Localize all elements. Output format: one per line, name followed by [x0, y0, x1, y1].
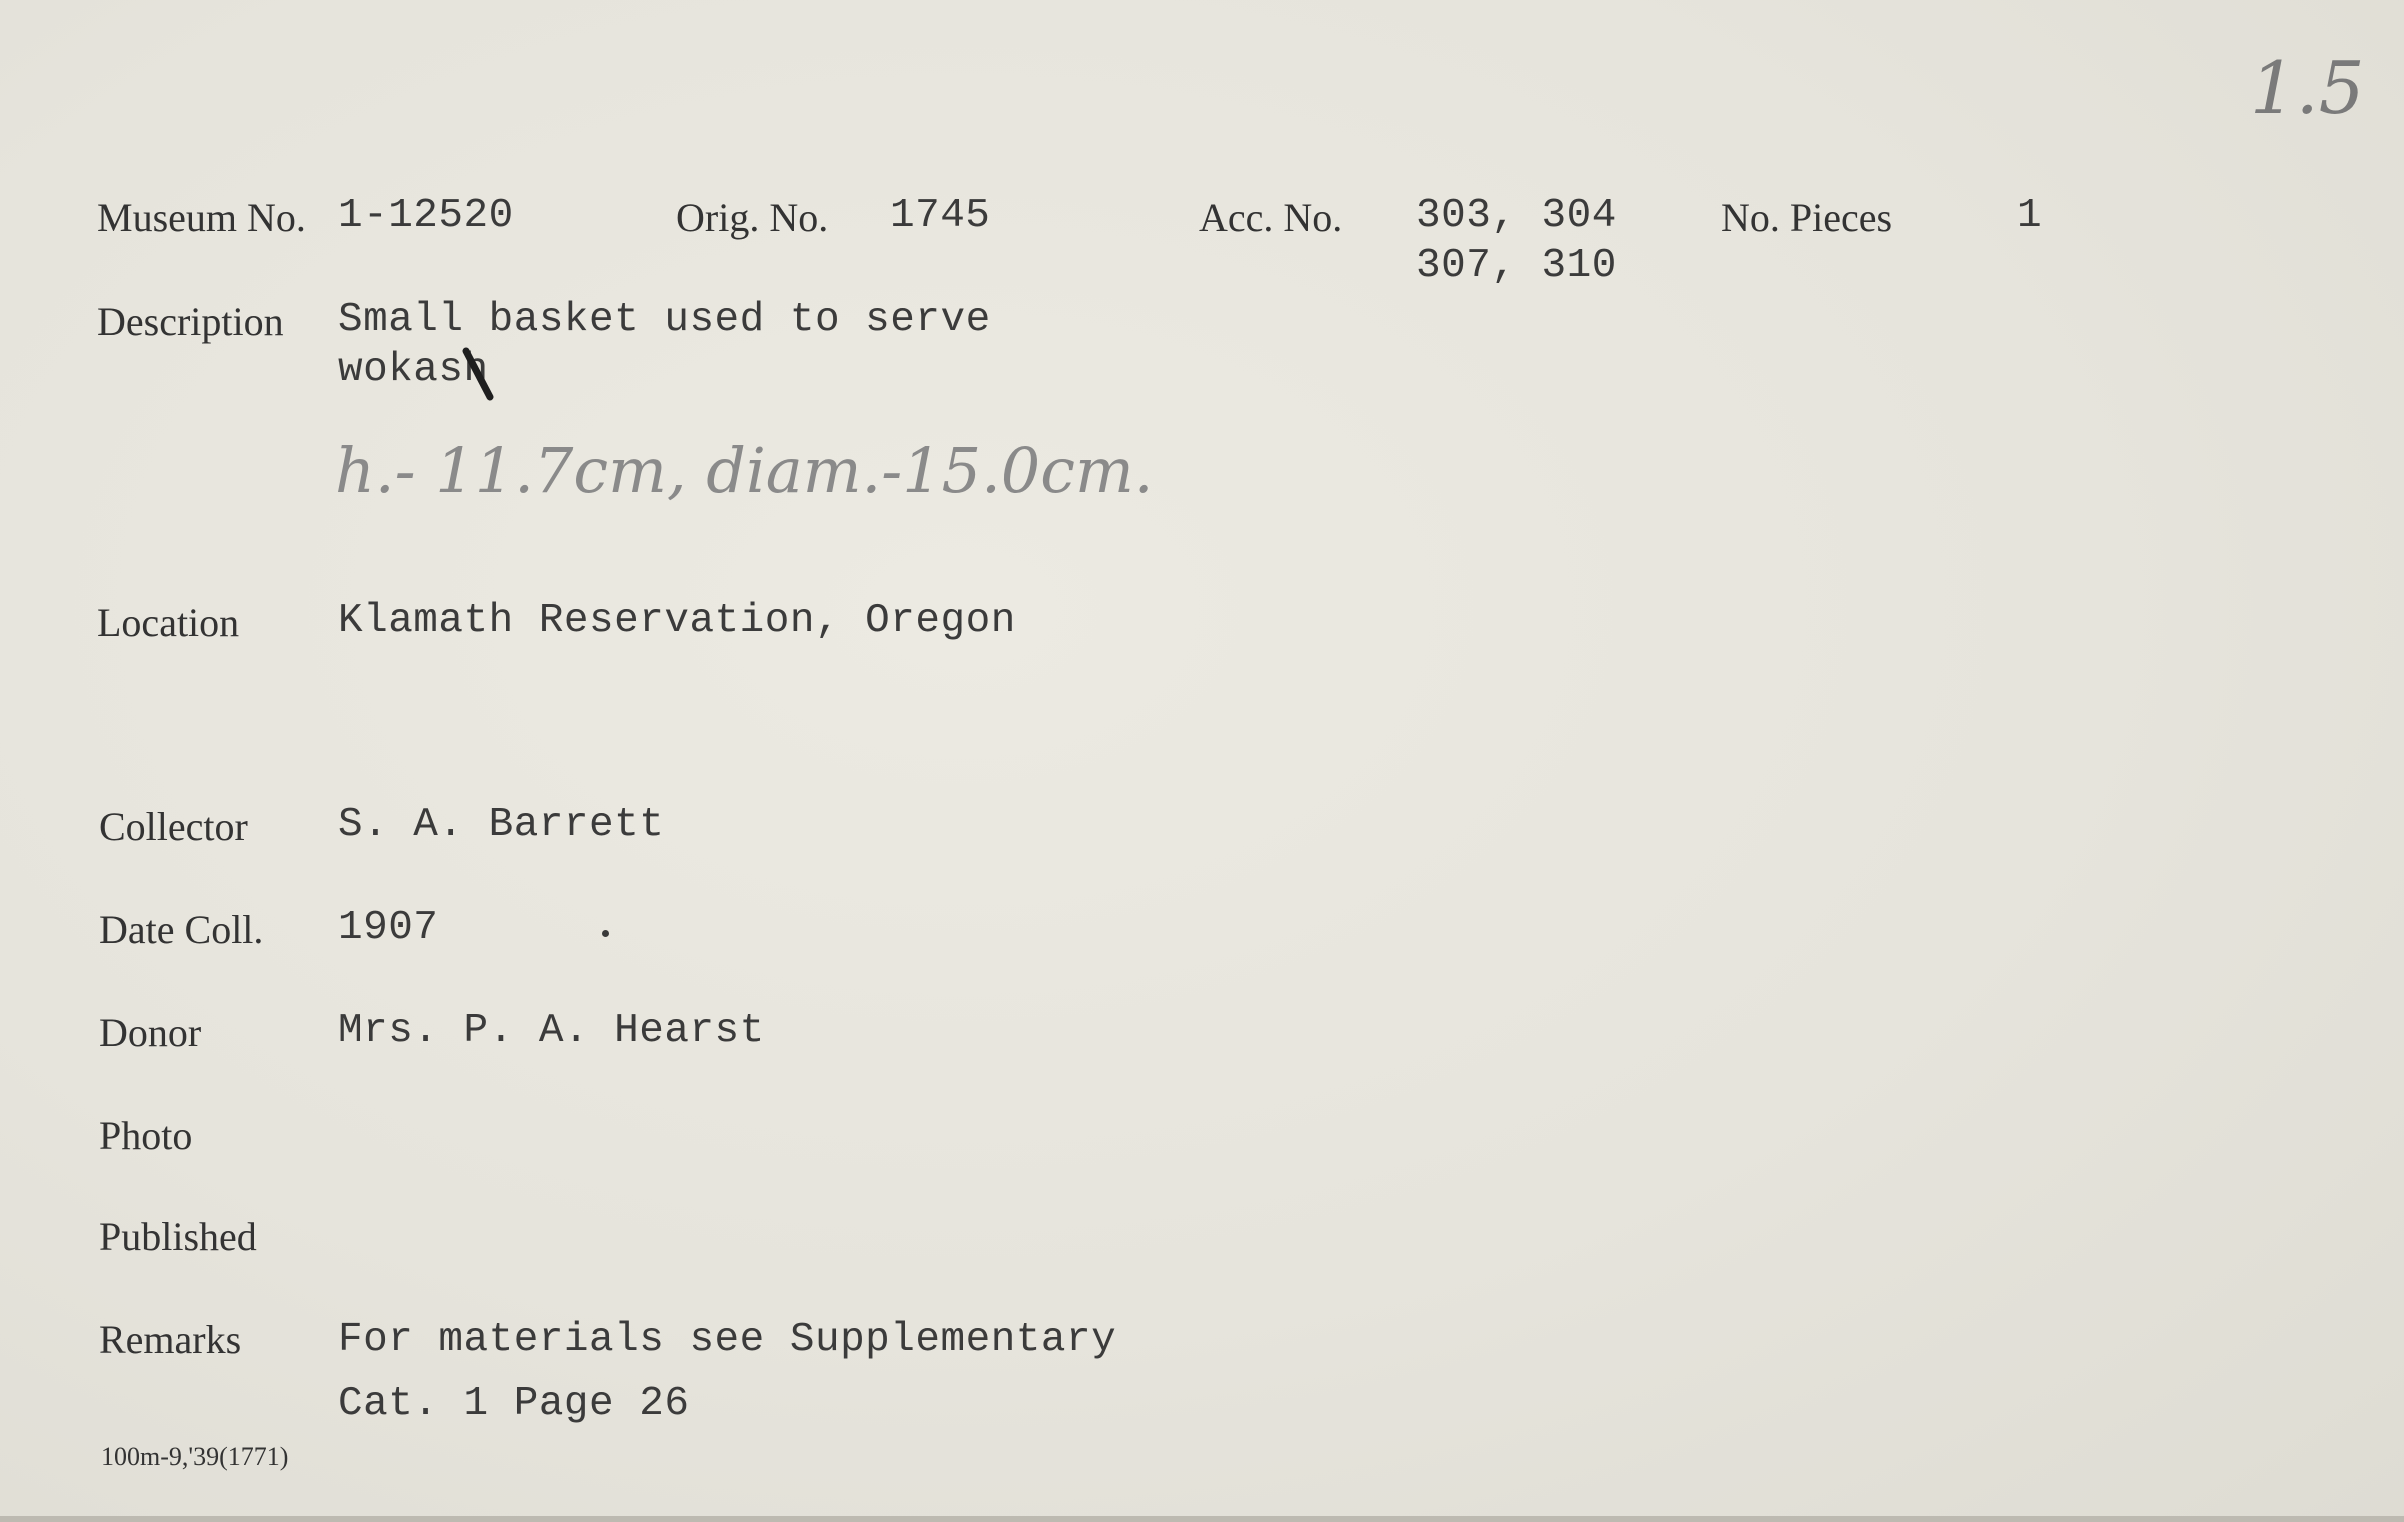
card-bottom-edge: [0, 1516, 2404, 1522]
acc-no-value-line1: 303, 304: [1416, 193, 1617, 239]
acc-no-label: Acc. No.: [1199, 195, 1343, 240]
description-value-line2: wokash: [338, 347, 489, 393]
no-pieces-label: No. Pieces: [1721, 195, 1893, 240]
collector-label: Collector: [99, 804, 248, 849]
date-coll-label: Date Coll.: [99, 907, 264, 952]
description-handwritten-measurements: h.- 11.7cm, diam.-15.0cm.: [335, 434, 1154, 507]
donor-value: Mrs. P. A. Hearst: [338, 1008, 765, 1054]
form-code: 100m-9,'39(1771): [101, 1442, 289, 1471]
corner-handwritten-note: 1.5: [2250, 46, 2365, 130]
photo-label: Photo: [99, 1113, 193, 1158]
ink-correction-mark: [460, 345, 500, 405]
museum-no-label: Museum No.: [97, 195, 306, 240]
orig-no-label: Orig. No.: [676, 195, 829, 240]
remarks-value-line2: Cat. 1 Page 26: [338, 1381, 690, 1427]
collector-value: S. A. Barrett: [338, 802, 665, 848]
published-label: Published: [99, 1214, 257, 1259]
location-value: Klamath Reservation, Oregon: [338, 598, 1016, 644]
date-coll-value: 1907: [338, 905, 439, 951]
description-label: Description: [97, 299, 284, 344]
remarks-label: Remarks: [99, 1317, 242, 1362]
location-label: Location: [97, 600, 240, 645]
no-pieces-value: 1: [2017, 193, 2043, 239]
remarks-value-line1: For materials see Supplementary: [338, 1317, 1117, 1363]
description-value-line1: Small basket used to serve: [338, 297, 991, 343]
acc-no-value-line2: 307, 310: [1416, 243, 1617, 289]
orig-no-value: 1745: [890, 193, 991, 239]
museum-no-value: 1-12520: [338, 193, 514, 239]
donor-label: Donor: [99, 1010, 202, 1055]
ink-dot: [602, 930, 609, 937]
